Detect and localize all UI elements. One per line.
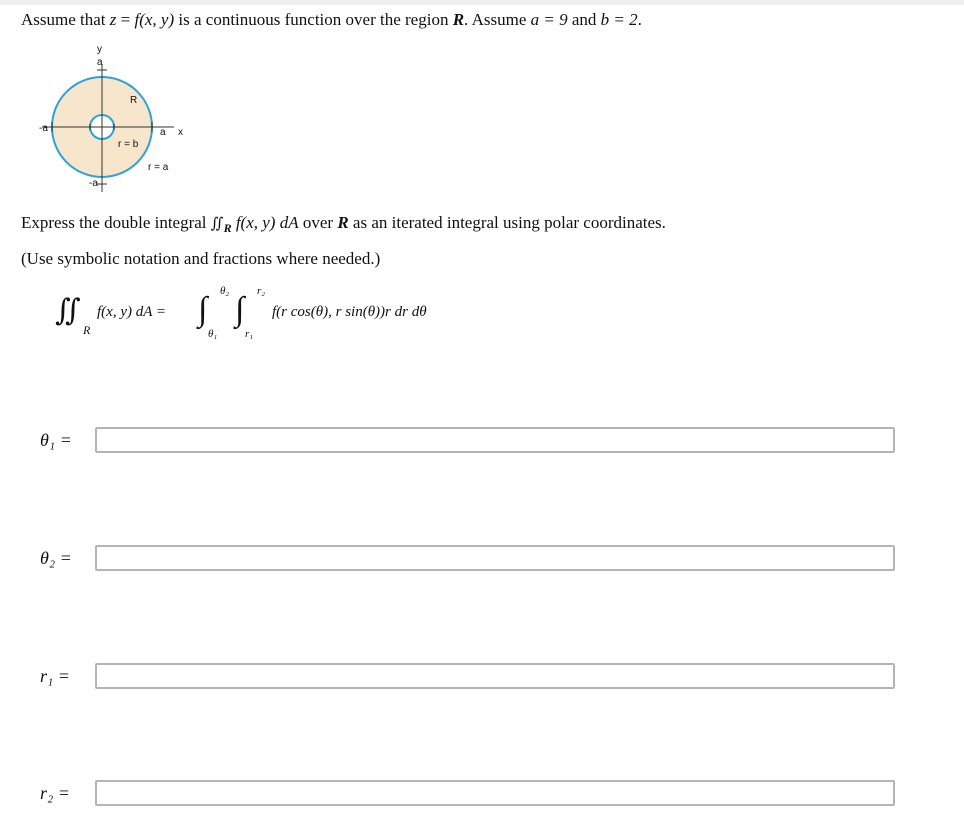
region-subscript: R: [223, 221, 232, 235]
a-value: a = 9: [530, 10, 568, 29]
lower-limit-theta1: θ₁: [208, 328, 218, 340]
outer-radius-label: r = a: [148, 162, 169, 173]
polar-integrand: f(r cos(θ), r sin(θ))r dr dθ: [272, 304, 427, 320]
outer-integral-sign: ∫: [198, 291, 208, 328]
a-top-label: a: [97, 57, 103, 68]
intro-mid-text: is a continuous function over the region: [174, 10, 453, 29]
theta2-label: θ₂ =: [40, 548, 72, 568]
inner-radius-label: r = b: [118, 139, 139, 150]
r2-label: r₂ =: [40, 783, 70, 803]
r1-label: r₁ =: [40, 666, 70, 686]
express-instruction: [21, 213, 666, 236]
double-integral-symbol: ∬: [210, 216, 224, 232]
equals-sign: =: [116, 10, 135, 29]
theta2-input[interactable]: [95, 545, 895, 571]
neg-a-left-label: -a: [39, 123, 48, 134]
lhs-integrand: f(x, y) dA =: [97, 304, 166, 320]
a-right-label: a: [160, 127, 166, 138]
upper-limit-r2: r₂: [257, 285, 266, 297]
b-value: b = 2: [600, 10, 638, 29]
y-axis-label: y: [97, 44, 102, 55]
express-text: Express the double integral: [21, 213, 211, 232]
integrand-fxy: f(x, y) dA: [231, 213, 299, 232]
r1-input[interactable]: [95, 663, 895, 689]
x-axis-label: x: [178, 127, 183, 138]
var-z: z: [109, 10, 117, 29]
lhs-double-integral: ∬: [55, 294, 81, 327]
theta1-label: θ₁ =: [40, 430, 72, 450]
hint-text: (Use symbolic notation and fractions where needed.): [21, 249, 381, 268]
region-label: R: [130, 95, 138, 106]
region-symbol-2: R: [337, 213, 349, 232]
assume-text: . Assume: [464, 10, 531, 29]
period: .: [637, 10, 642, 29]
express-suffix-text: as an iterated integral using polar coordinates.: [348, 213, 666, 232]
region-symbol: R: [452, 10, 465, 29]
lhs-region-subscript: R: [83, 323, 91, 337]
lower-limit-r1: r₁: [245, 328, 254, 340]
polar-integral-formula: [55, 285, 475, 345]
over-text: over: [298, 213, 338, 232]
neg-a-bottom-label: -a: [89, 178, 98, 189]
annulus-figure: [30, 42, 200, 197]
upper-limit-theta2: θ₂: [220, 285, 230, 297]
intro-text: Assume that: [21, 10, 110, 29]
theta1-input[interactable]: [95, 427, 895, 453]
and-text: and: [567, 10, 601, 29]
function-fxy: f(x, y): [134, 10, 175, 29]
top-divider: [0, 0, 964, 5]
question-intro: [21, 10, 642, 30]
inner-integral-sign: ∫: [235, 291, 245, 328]
r2-input[interactable]: [95, 780, 895, 806]
